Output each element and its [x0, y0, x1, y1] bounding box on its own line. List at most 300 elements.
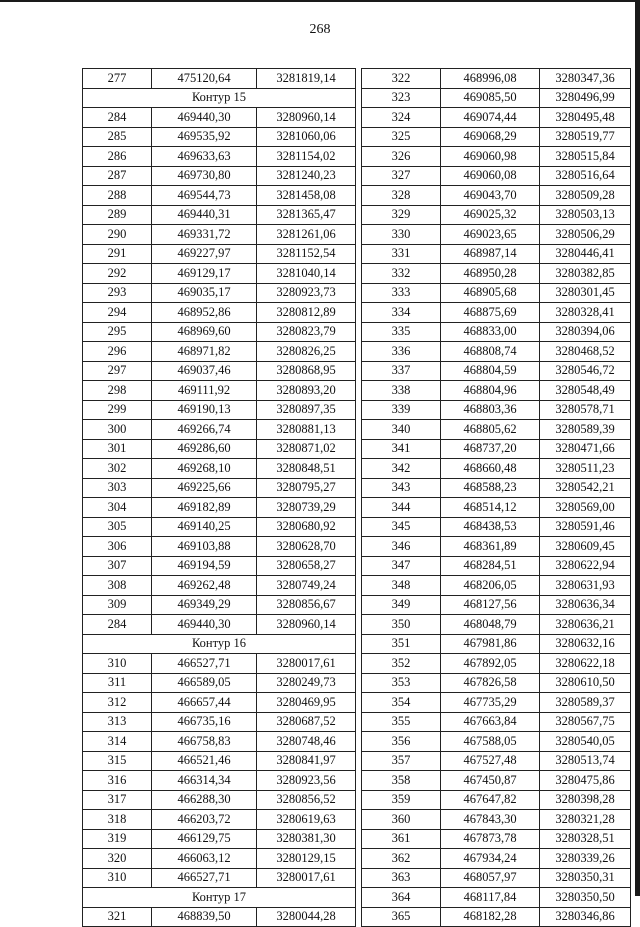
point-number-cell: 350: [362, 615, 441, 635]
table-row: [83, 322, 356, 342]
x-coordinate-cell: 467873,78: [441, 829, 540, 849]
table-row: [83, 225, 356, 245]
table-row: [362, 127, 631, 147]
y-coordinate-cell: 3280622,94: [540, 556, 631, 576]
table-row: [83, 69, 356, 89]
x-coordinate-cell: 469111,92: [152, 381, 257, 401]
table-row: [362, 322, 631, 342]
y-coordinate-cell: 3280382,85: [540, 264, 631, 284]
x-coordinate-cell: 467826,58: [441, 673, 540, 693]
table-row: [362, 283, 631, 303]
x-coordinate-cell: 468833,00: [441, 322, 540, 342]
point-number-cell: 289: [83, 205, 152, 225]
contour-title: Контур 15: [83, 88, 356, 108]
x-coordinate-cell: 468057,97: [441, 868, 540, 888]
table-row: [362, 829, 631, 849]
table-row: [362, 849, 631, 869]
x-coordinate-cell: 468969,60: [152, 322, 257, 342]
scan-edge-top: [0, 0, 640, 2]
x-coordinate-cell: 466527,71: [152, 868, 257, 888]
point-number-cell: 328: [362, 186, 441, 206]
point-number-cell: 352: [362, 654, 441, 674]
y-coordinate-cell: 3280328,41: [540, 303, 631, 323]
x-coordinate-cell: 469140,25: [152, 517, 257, 537]
table-row: [83, 420, 356, 440]
table-row: [83, 283, 356, 303]
x-coordinate-cell: 469440,30: [152, 615, 257, 635]
table-row: [83, 868, 356, 888]
table-row: [83, 108, 356, 128]
y-coordinate-cell: 3280446,41: [540, 244, 631, 264]
x-coordinate-cell: 469085,50: [441, 88, 540, 108]
table-row: [83, 829, 356, 849]
point-number-cell: 309: [83, 595, 152, 615]
table-row: [83, 693, 356, 713]
table-row: [83, 459, 356, 479]
table-row: [83, 244, 356, 264]
x-coordinate-cell: 469060,98: [441, 147, 540, 167]
table-row: [83, 595, 356, 615]
table-row: [362, 595, 631, 615]
point-number-cell: 331: [362, 244, 441, 264]
x-coordinate-cell: 469535,92: [152, 127, 257, 147]
x-coordinate-cell: 468839,50: [152, 907, 257, 927]
point-number-cell: 360: [362, 810, 441, 830]
y-coordinate-cell: 3280515,84: [540, 147, 631, 167]
x-coordinate-cell: 468117,84: [441, 888, 540, 908]
table-row: [83, 439, 356, 459]
y-coordinate-cell: 3280795,27: [257, 478, 356, 498]
point-number-cell: 364: [362, 888, 441, 908]
table-row: [83, 186, 356, 206]
y-coordinate-cell: 3280687,52: [257, 712, 356, 732]
point-number-cell: 326: [362, 147, 441, 167]
y-coordinate-cell: 3281365,47: [257, 205, 356, 225]
point-number-cell: 314: [83, 732, 152, 752]
x-coordinate-cell: 468905,68: [441, 283, 540, 303]
y-coordinate-cell: 3280856,67: [257, 595, 356, 615]
x-coordinate-cell: 469440,30: [152, 108, 257, 128]
point-number-cell: 284: [83, 615, 152, 635]
point-number-cell: 332: [362, 264, 441, 284]
y-coordinate-cell: 3280871,02: [257, 439, 356, 459]
point-number-cell: 355: [362, 712, 441, 732]
table-row: [83, 147, 356, 167]
y-coordinate-cell: 3280346,86: [540, 907, 631, 927]
contour-title: Контур 16: [83, 634, 356, 654]
table-row: [362, 888, 631, 908]
point-number-cell: 349: [362, 595, 441, 615]
y-coordinate-cell: 3280897,35: [257, 400, 356, 420]
point-number-cell: 338: [362, 381, 441, 401]
y-coordinate-cell: 3280249,73: [257, 673, 356, 693]
x-coordinate-cell: 466657,44: [152, 693, 257, 713]
point-number-cell: 313: [83, 712, 152, 732]
table-row: [83, 381, 356, 401]
point-number-cell: 346: [362, 537, 441, 557]
point-number-cell: 335: [362, 322, 441, 342]
x-coordinate-cell: 468952,86: [152, 303, 257, 323]
point-number-cell: 340: [362, 420, 441, 440]
y-coordinate-cell: 3280495,48: [540, 108, 631, 128]
y-coordinate-cell: 3280398,28: [540, 790, 631, 810]
y-coordinate-cell: 3280519,77: [540, 127, 631, 147]
point-number-cell: 285: [83, 127, 152, 147]
y-coordinate-cell: 3280347,36: [540, 69, 631, 89]
point-number-cell: 365: [362, 907, 441, 927]
x-coordinate-cell: 468588,23: [441, 478, 540, 498]
point-number-cell: 315: [83, 751, 152, 771]
x-coordinate-cell: 467450,87: [441, 771, 540, 791]
y-coordinate-cell: 3280658,27: [257, 556, 356, 576]
y-coordinate-cell: 3280548,49: [540, 381, 631, 401]
y-coordinate-cell: 3280394,06: [540, 322, 631, 342]
point-number-cell: 303: [83, 478, 152, 498]
x-coordinate-cell: 468987,14: [441, 244, 540, 264]
point-number-cell: 311: [83, 673, 152, 693]
point-number-cell: 323: [362, 88, 441, 108]
x-coordinate-cell: 468803,36: [441, 400, 540, 420]
table-row: [83, 205, 356, 225]
table-row: [83, 907, 356, 927]
table-row: [83, 166, 356, 186]
x-coordinate-cell: 467647,82: [441, 790, 540, 810]
point-number-cell: 359: [362, 790, 441, 810]
table-row: [83, 264, 356, 284]
x-coordinate-cell: 468361,89: [441, 537, 540, 557]
y-coordinate-cell: 3280823,79: [257, 322, 356, 342]
point-number-cell: 318: [83, 810, 152, 830]
x-coordinate-cell: 469043,70: [441, 186, 540, 206]
table-row: [83, 303, 356, 323]
x-coordinate-cell: 467588,05: [441, 732, 540, 752]
point-number-cell: 337: [362, 361, 441, 381]
x-coordinate-cell: 469194,59: [152, 556, 257, 576]
y-coordinate-cell: 3280923,56: [257, 771, 356, 791]
coordinates-table-left-body: [83, 69, 356, 927]
point-number-cell: 290: [83, 225, 152, 245]
table-row: [362, 693, 631, 713]
y-coordinate-cell: 3280680,92: [257, 517, 356, 537]
point-number-cell: 292: [83, 264, 152, 284]
x-coordinate-cell: 468875,69: [441, 303, 540, 323]
point-number-cell: 354: [362, 693, 441, 713]
y-coordinate-cell: 3281060,06: [257, 127, 356, 147]
x-coordinate-cell: 467527,48: [441, 751, 540, 771]
x-coordinate-cell: 469074,44: [441, 108, 540, 128]
table-row: [83, 615, 356, 635]
point-number-cell: 301: [83, 439, 152, 459]
table-row: [83, 361, 356, 381]
x-coordinate-cell: 469730,80: [152, 166, 257, 186]
table-row: [362, 654, 631, 674]
y-coordinate-cell: 3280923,73: [257, 283, 356, 303]
point-number-cell: 297: [83, 361, 152, 381]
contour-title: Контур 17: [83, 888, 356, 908]
y-coordinate-cell: 3280017,61: [257, 654, 356, 674]
table-row: [362, 186, 631, 206]
y-coordinate-cell: 3280631,93: [540, 576, 631, 596]
table-row: [83, 654, 356, 674]
x-coordinate-cell: 469035,17: [152, 283, 257, 303]
table-row: [83, 556, 356, 576]
x-coordinate-cell: 469331,72: [152, 225, 257, 245]
point-number-cell: 345: [362, 517, 441, 537]
y-coordinate-cell: 3280856,52: [257, 790, 356, 810]
y-coordinate-cell: 3280513,74: [540, 751, 631, 771]
y-coordinate-cell: 3280471,66: [540, 439, 631, 459]
coordinates-table-left: [82, 68, 356, 927]
table-row: [83, 576, 356, 596]
table-row: [362, 381, 631, 401]
y-coordinate-cell: 3280516,64: [540, 166, 631, 186]
point-number-cell: 322: [362, 69, 441, 89]
table-row: [362, 673, 631, 693]
y-coordinate-cell: 3280475,86: [540, 771, 631, 791]
table-row: [83, 498, 356, 518]
coordinates-table-right: [361, 68, 631, 927]
table-row: [83, 517, 356, 537]
point-number-cell: 319: [83, 829, 152, 849]
point-number-cell: 294: [83, 303, 152, 323]
y-coordinate-cell: 3280748,46: [257, 732, 356, 752]
point-number-cell: 357: [362, 751, 441, 771]
point-number-cell: 317: [83, 790, 152, 810]
table-row: [362, 303, 631, 323]
y-coordinate-cell: 3280632,16: [540, 634, 631, 654]
y-coordinate-cell: 3281152,54: [257, 244, 356, 264]
x-coordinate-cell: 469060,08: [441, 166, 540, 186]
contour-header-row: [83, 634, 356, 654]
x-coordinate-cell: 469182,89: [152, 498, 257, 518]
x-coordinate-cell: 469544,73: [152, 186, 257, 206]
x-coordinate-cell: 467981,86: [441, 634, 540, 654]
point-number-cell: 298: [83, 381, 152, 401]
y-coordinate-cell: 3280567,75: [540, 712, 631, 732]
table-row: [362, 615, 631, 635]
table-row: [83, 790, 356, 810]
y-coordinate-cell: 3280469,95: [257, 693, 356, 713]
y-coordinate-cell: 3280301,45: [540, 283, 631, 303]
y-coordinate-cell: 3280542,21: [540, 478, 631, 498]
x-coordinate-cell: 466527,71: [152, 654, 257, 674]
table-row: [362, 244, 631, 264]
point-number-cell: 324: [362, 108, 441, 128]
y-coordinate-cell: 3280511,23: [540, 459, 631, 479]
x-coordinate-cell: 466735,16: [152, 712, 257, 732]
point-number-cell: 320: [83, 849, 152, 869]
point-number-cell: 348: [362, 576, 441, 596]
x-coordinate-cell: 469025,32: [441, 205, 540, 225]
x-coordinate-cell: 468950,28: [441, 264, 540, 284]
y-coordinate-cell: 3280546,72: [540, 361, 631, 381]
point-number-cell: 353: [362, 673, 441, 693]
point-number-cell: 312: [83, 693, 152, 713]
y-coordinate-cell: 3280589,37: [540, 693, 631, 713]
y-coordinate-cell: 3280868,95: [257, 361, 356, 381]
y-coordinate-cell: 3280381,30: [257, 829, 356, 849]
point-number-cell: 293: [83, 283, 152, 303]
table-row: [83, 400, 356, 420]
y-coordinate-cell: 3281154,02: [257, 147, 356, 167]
point-number-cell: 356: [362, 732, 441, 752]
point-number-cell: 342: [362, 459, 441, 479]
y-coordinate-cell: 3280339,26: [540, 849, 631, 869]
y-coordinate-cell: 3280636,21: [540, 615, 631, 635]
table-row: [362, 732, 631, 752]
x-coordinate-cell: 469440,31: [152, 205, 257, 225]
x-coordinate-cell: 468284,51: [441, 556, 540, 576]
y-coordinate-cell: 3280960,14: [257, 108, 356, 128]
y-coordinate-cell: 3280636,34: [540, 595, 631, 615]
coordinates-table-right-body: [362, 69, 631, 927]
x-coordinate-cell: 469262,48: [152, 576, 257, 596]
x-coordinate-cell: 469633,63: [152, 147, 257, 167]
table-row: [362, 790, 631, 810]
y-coordinate-cell: 3280960,14: [257, 615, 356, 635]
point-number-cell: 291: [83, 244, 152, 264]
x-coordinate-cell: 469266,74: [152, 420, 257, 440]
x-coordinate-cell: 469225,66: [152, 478, 257, 498]
y-coordinate-cell: 3280848,51: [257, 459, 356, 479]
page-number: 268: [309, 22, 331, 37]
table-row: [362, 400, 631, 420]
table-row: [362, 771, 631, 791]
table-row: [362, 166, 631, 186]
point-number-cell: 296: [83, 342, 152, 362]
table-row: [362, 478, 631, 498]
x-coordinate-cell: 468804,59: [441, 361, 540, 381]
contour-header-row: [83, 88, 356, 108]
table-row: [83, 537, 356, 557]
point-number-cell: 351: [362, 634, 441, 654]
point-number-cell: 316: [83, 771, 152, 791]
table-row: [83, 342, 356, 362]
point-number-cell: 288: [83, 186, 152, 206]
x-coordinate-cell: 468808,74: [441, 342, 540, 362]
table-row: [83, 810, 356, 830]
y-coordinate-cell: 3280749,24: [257, 576, 356, 596]
y-coordinate-cell: 3280619,63: [257, 810, 356, 830]
table-row: [362, 205, 631, 225]
x-coordinate-cell: 467735,29: [441, 693, 540, 713]
point-number-cell: 310: [83, 868, 152, 888]
x-coordinate-cell: 468514,12: [441, 498, 540, 518]
table-row: [362, 576, 631, 596]
point-number-cell: 300: [83, 420, 152, 440]
y-coordinate-cell: 3280496,99: [540, 88, 631, 108]
table-row: [362, 439, 631, 459]
table-row: [83, 712, 356, 732]
point-number-cell: 295: [83, 322, 152, 342]
table-row: [362, 361, 631, 381]
point-number-cell: 306: [83, 537, 152, 557]
x-coordinate-cell: 469349,29: [152, 595, 257, 615]
table-row: [362, 868, 631, 888]
y-coordinate-cell: 3280503,13: [540, 205, 631, 225]
x-coordinate-cell: 469268,10: [152, 459, 257, 479]
y-coordinate-cell: 3281458,08: [257, 186, 356, 206]
table-row: [83, 673, 356, 693]
table-row: [362, 556, 631, 576]
point-number-cell: 341: [362, 439, 441, 459]
y-coordinate-cell: 3281040,14: [257, 264, 356, 284]
y-coordinate-cell: 3280468,52: [540, 342, 631, 362]
x-coordinate-cell: 467934,24: [441, 849, 540, 869]
table-row: [362, 108, 631, 128]
y-coordinate-cell: 3280569,00: [540, 498, 631, 518]
point-number-cell: 304: [83, 498, 152, 518]
point-number-cell: 277: [83, 69, 152, 89]
y-coordinate-cell: 3280044,28: [257, 907, 356, 927]
x-coordinate-cell: 467663,84: [441, 712, 540, 732]
point-number-cell: 310: [83, 654, 152, 674]
point-number-cell: 358: [362, 771, 441, 791]
point-number-cell: 363: [362, 868, 441, 888]
x-coordinate-cell: 468206,05: [441, 576, 540, 596]
y-coordinate-cell: 3281819,14: [257, 69, 356, 89]
x-coordinate-cell: 468996,08: [441, 69, 540, 89]
x-coordinate-cell: 469190,13: [152, 400, 257, 420]
point-number-cell: 344: [362, 498, 441, 518]
table-row: [362, 147, 631, 167]
point-number-cell: 327: [362, 166, 441, 186]
point-number-cell: 321: [83, 907, 152, 927]
contour-header-row: [83, 888, 356, 908]
table-row: [362, 751, 631, 771]
point-number-cell: 302: [83, 459, 152, 479]
y-coordinate-cell: 3280628,70: [257, 537, 356, 557]
table-row: [362, 264, 631, 284]
y-coordinate-cell: 3280321,28: [540, 810, 631, 830]
y-coordinate-cell: 3280328,51: [540, 829, 631, 849]
x-coordinate-cell: 468737,20: [441, 439, 540, 459]
table-row: [362, 810, 631, 830]
x-coordinate-cell: 469037,46: [152, 361, 257, 381]
point-number-cell: 362: [362, 849, 441, 869]
x-coordinate-cell: 468048,79: [441, 615, 540, 635]
table-row: [362, 88, 631, 108]
x-coordinate-cell: 466314,34: [152, 771, 257, 791]
y-coordinate-cell: 3280609,45: [540, 537, 631, 557]
x-coordinate-cell: 469129,17: [152, 264, 257, 284]
point-number-cell: 325: [362, 127, 441, 147]
point-number-cell: 329: [362, 205, 441, 225]
table-row: [362, 634, 631, 654]
y-coordinate-cell: 3280610,50: [540, 673, 631, 693]
y-coordinate-cell: 3280812,89: [257, 303, 356, 323]
x-coordinate-cell: 467843,30: [441, 810, 540, 830]
x-coordinate-cell: 469023,65: [441, 225, 540, 245]
x-coordinate-cell: 469286,60: [152, 439, 257, 459]
point-number-cell: 286: [83, 147, 152, 167]
x-coordinate-cell: 469227,97: [152, 244, 257, 264]
x-coordinate-cell: 468971,82: [152, 342, 257, 362]
table-row: [83, 732, 356, 752]
x-coordinate-cell: 466521,46: [152, 751, 257, 771]
point-number-cell: 361: [362, 829, 441, 849]
x-coordinate-cell: 467892,05: [441, 654, 540, 674]
table-row: [362, 225, 631, 245]
point-number-cell: 308: [83, 576, 152, 596]
x-coordinate-cell: 469068,29: [441, 127, 540, 147]
y-coordinate-cell: 3280826,25: [257, 342, 356, 362]
point-number-cell: 330: [362, 225, 441, 245]
y-coordinate-cell: 3280893,20: [257, 381, 356, 401]
x-coordinate-cell: 466589,05: [152, 673, 257, 693]
y-coordinate-cell: 3281240,23: [257, 166, 356, 186]
y-coordinate-cell: 3280578,71: [540, 400, 631, 420]
